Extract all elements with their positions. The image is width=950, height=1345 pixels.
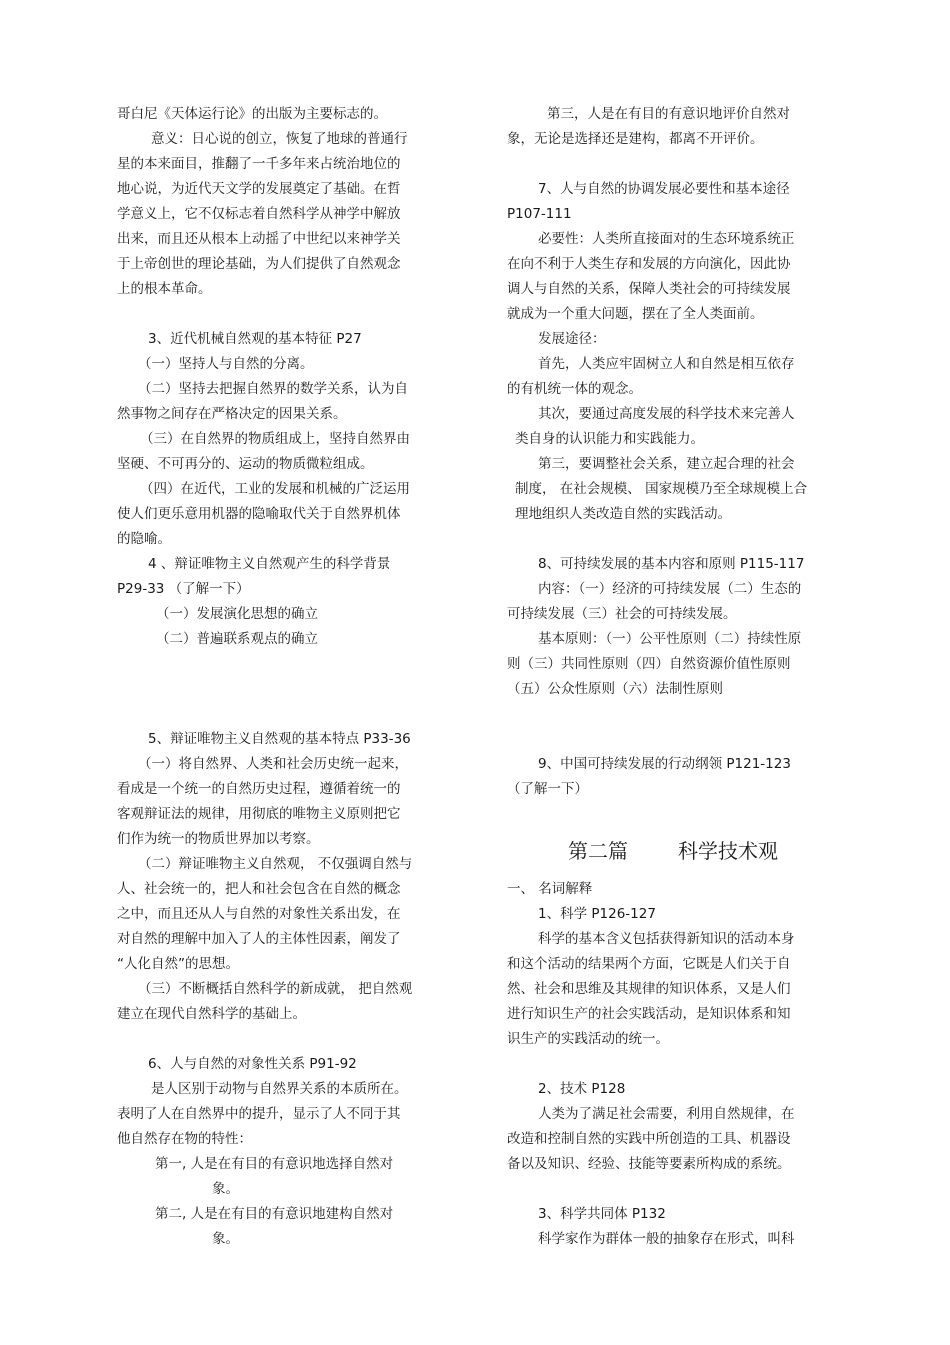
paragraph-line: 科学的基本含义包括获得新知识的活动本身 [538,931,795,947]
paragraph-line: 对自然的理解中加入了人的主体性因素，阐发了 [117,931,401,947]
paragraph-line: 调人与自然的关系，保障人类社会的可持续发展 [507,281,791,297]
paragraph-line: 之中，而且还从人与自然的对象性关系出发，在 [117,906,401,922]
paragraph-line: 内容：（一）经济的可持续发展（二）生态的 [538,581,802,597]
paragraph-line: 首先，人类应牢固树立人和自然是相互依存 [538,356,795,372]
term-heading: 1、科学 P126-127 [538,906,656,922]
paragraph-line: 发展途径： [538,331,606,347]
paragraph-line: 其次，要通过高度发展的科学技术来完善人 [538,406,795,422]
term-heading: 2、技术 P128 [538,1081,626,1097]
paragraph-line: “人化自然”的思想。 [117,956,239,972]
paragraph-line: 上的根本革命。 [117,281,212,297]
paragraph-line: 第二, 人是在有目的有意识地建构自然对 [155,1206,394,1222]
paragraph-line: 建立在现代自然科学的基础上。 [117,1006,306,1022]
paragraph-line: 象。 [212,1231,239,1247]
paragraph-line: 人类为了满足社会需要，利用自然规律，在 [538,1106,795,1122]
paragraph-line: （一）将自然界、人类和社会历史统一起来， [138,756,408,772]
paragraph-line: 类自身的认识能力和实践能力。 [515,431,704,447]
paragraph-line: 第一, 人是在有目的有意识地选择自然对 [155,1156,394,1172]
paragraph-line: 基本原则：（一）公平性原则（二）持续性原 [538,631,802,647]
paragraph-line: 象，无论是选择还是建构，都离不开评价。 [507,131,764,147]
paragraph-line: （一）发展演化思想的确立 [156,606,318,622]
section-heading: 4 、辩证唯物主义自然观产生的科学背景 [148,556,391,572]
paragraph-line: 表明了人在自然界中的提升，显示了人不同于其 [117,1106,401,1122]
paragraph-line: 看成是一个统一的自然历史过程，遵循着统一的 [117,781,401,797]
paragraph-line: 坚硬、不可再分的、运动的物质微粒组成。 [117,456,374,472]
section-heading: 3、近代机械自然观的基本特征 P27 [148,331,362,347]
paragraph-line: 哥白尼《天体运行论》的出版为主要标志的。 [117,106,387,122]
part-heading [568,838,778,864]
paragraph-line: （一）坚持人与自然的分离。 [138,356,314,372]
paragraph-line: 识生产的实践活动的统一。 [507,1031,669,1047]
paragraph-line: 意义：日心说的创立，恢复了地球的普通行 [151,131,408,147]
section-heading: 5、辩证唯物主义自然观的基本特点 P33-36 [148,731,411,747]
paragraph-line: 人、社会统一的，把人和社会包含在自然的概念 [117,881,401,897]
paragraph-line: （二）普遍联系观点的确立 [156,631,318,647]
paragraph-line: 象。 [212,1181,239,1197]
paragraph-line: （五）公众性原则（六）法制性原则 [507,681,723,697]
paragraph-line: （了解一下） [507,781,588,797]
paragraph-line: （二）辩证唯物主义自然观， 不仅强调自然与 [138,856,413,872]
section-heading: 9、中国可持续发展的行动纲领 P121-123 [538,756,791,772]
term-heading: 3、科学共同体 P132 [538,1206,666,1222]
paragraph-line: 改造和控制自然的实践中所创造的工具、机器设 [507,1131,791,1147]
paragraph-line: 学意义上，它不仅标志着自然科学从神学中解放 [117,206,401,222]
paragraph-line: （二）坚持去把握自然界的数学关系，认为自 [138,381,408,397]
paragraph-line: 是人区别于动物与自然界关系的本质所在。 [151,1081,408,1097]
paragraph-line: 使人们更乐意用机器的隐喻取代关于自然界机体 [117,506,401,522]
paragraph-line: 可持续发展（三）社会的可持续发展。 [507,606,737,622]
paragraph-line: 他自然存在物的特性： [117,1131,252,1147]
paragraph-line: 在向不利于人类生存和发展的方向演化，因此协 [507,256,791,272]
paragraph-line: （三）在自然界的物质组成上，坚持自然界由 [140,431,410,447]
paragraph-line: 的隐喻。 [117,531,171,547]
paragraph-line: 星的本来面目，推翻了一千多年来占统治地位的 [117,156,401,172]
paragraph-line: 于上帝创世的理论基础，为人们提供了自然观念 [117,256,401,272]
paragraph-line: 们作为统一的物质世界加以考察。 [117,831,320,847]
paragraph-line: 地心说，为近代天文学的发展奠定了基础。在哲 [117,181,401,197]
paragraph-line: 然事物之间存在严格决定的因果关系。 [117,406,347,422]
paragraph-line: 然、社会和思维及其规律的知识体系，又是人们 [507,981,791,997]
paragraph-line: 和这个活动的结果两个方面，它既是人们关于自 [507,956,791,972]
paragraph-line: 出来，而且还从根本上动摇了中世纪以来神学关 [117,231,401,247]
paragraph-line: 理地组织人类改造自然的实践活动。 [515,506,731,522]
part-title: 科学技术观 [678,839,778,863]
paragraph-line: 进行知识生产的社会实践活动，是知识体系和知 [507,1006,791,1022]
paragraph-line: （四）在近代，工业的发展和机械的广泛运用 [140,481,410,497]
paragraph-line: 就成为一个重大问题，摆在了全人类面前。 [507,306,764,322]
section-heading: 8、可持续发展的基本内容和原则 P115-117 [538,556,805,572]
paragraph-line: 制度， 在社会规模、 国家规模乃至全球规模上合 [515,481,808,497]
section-heading: 7、人与自然的协调发展必要性和基本途径 [538,181,790,197]
part-number: 第二篇 [568,839,628,863]
paragraph-line: 备以及知识、经验、技能等要素所构成的系统。 [507,1156,791,1172]
paragraph-line: 第三，要调整社会关系，建立起合理的社会 [538,456,795,472]
paragraph-line: 的有机统一体的观念。 [507,381,642,397]
subsection-heading: 一、 名词解释 [507,881,593,897]
paragraph-line: 客观辩证法的规律，用彻底的唯物主义原则把它 [117,806,401,822]
paragraph-line: P29-33 （了解一下） [117,581,250,597]
section-heading: 6、人与自然的对象性关系 P91-92 [148,1056,357,1072]
paragraph-line: （三）不断概括自然科学的新成就， 把自然观 [138,981,413,997]
paragraph-line: 必要性：人类所直接面对的生态环境系统正 [538,231,795,247]
paragraph-line: P107-111 [507,206,572,222]
paragraph-line: 第三，人是在有目的有意识地评价自然对 [547,106,790,122]
paragraph-line: 则（三）共同性原则（四）自然资源价值性原则 [507,656,791,672]
paragraph-line: 科学家作为群体一般的抽象存在形式，叫科 [538,1231,795,1247]
